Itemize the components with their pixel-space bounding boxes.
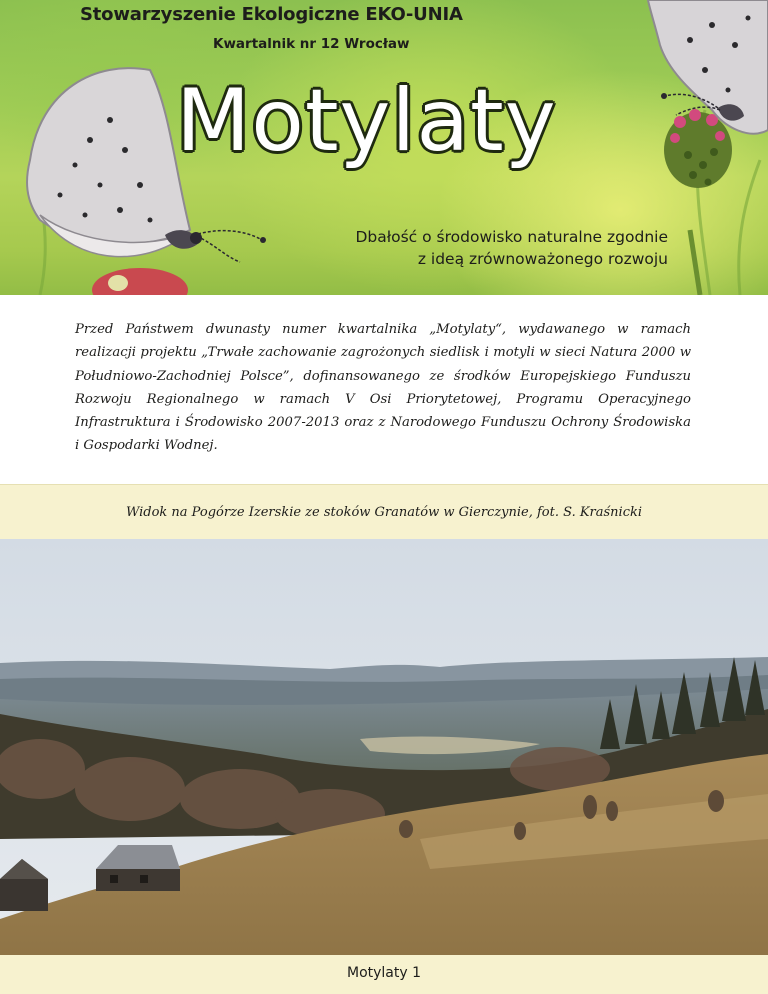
tagline-line-2: z ideą zrównoważonego rozwoju bbox=[417, 250, 668, 268]
organization-name: Stowarzyszenie Ekologiczne EKO-UNIA bbox=[80, 4, 463, 25]
tagline bbox=[308, 226, 668, 270]
magazine-title: Motylaty bbox=[176, 71, 557, 171]
landscape-illustration bbox=[0, 539, 768, 955]
page-footer bbox=[0, 955, 768, 994]
caption-bar bbox=[0, 484, 768, 540]
issue-info: Kwartalnik nr 12 Wrocław bbox=[213, 36, 410, 52]
header-banner bbox=[0, 0, 768, 295]
tagline-line-1: Dbałość o środowisko naturalne zgodnie bbox=[355, 228, 668, 246]
photo-caption: Widok na Pogórze Izerskie ze stoków Granatów w Gierczynie, fot. S. Kraśnicki bbox=[125, 505, 643, 520]
landscape-photo bbox=[0, 539, 768, 955]
page-number-label: Motylaty 1 bbox=[346, 965, 422, 981]
intro-paragraph: Przed Państwem dwunasty numer kwartalnika „Motylaty“, wydawanego w ramach realizacji projektu „Trwałe zachowanie zagrożonych siedlisk i motyli w sieci Natura 2000 w Południowo-Zachodniej Polsce”, dofinansowanego ze środków Europejskiego Funduszu Rozwoju Regionalnego w ramach V Osi Priorytetowej, Programu Operacyjnego Infrastruktura i Środowisko 2007-2013 oraz z Narodowego Funduszu Ochrony Środowiska i Gospodarki Wodnej. bbox=[75, 322, 691, 454]
